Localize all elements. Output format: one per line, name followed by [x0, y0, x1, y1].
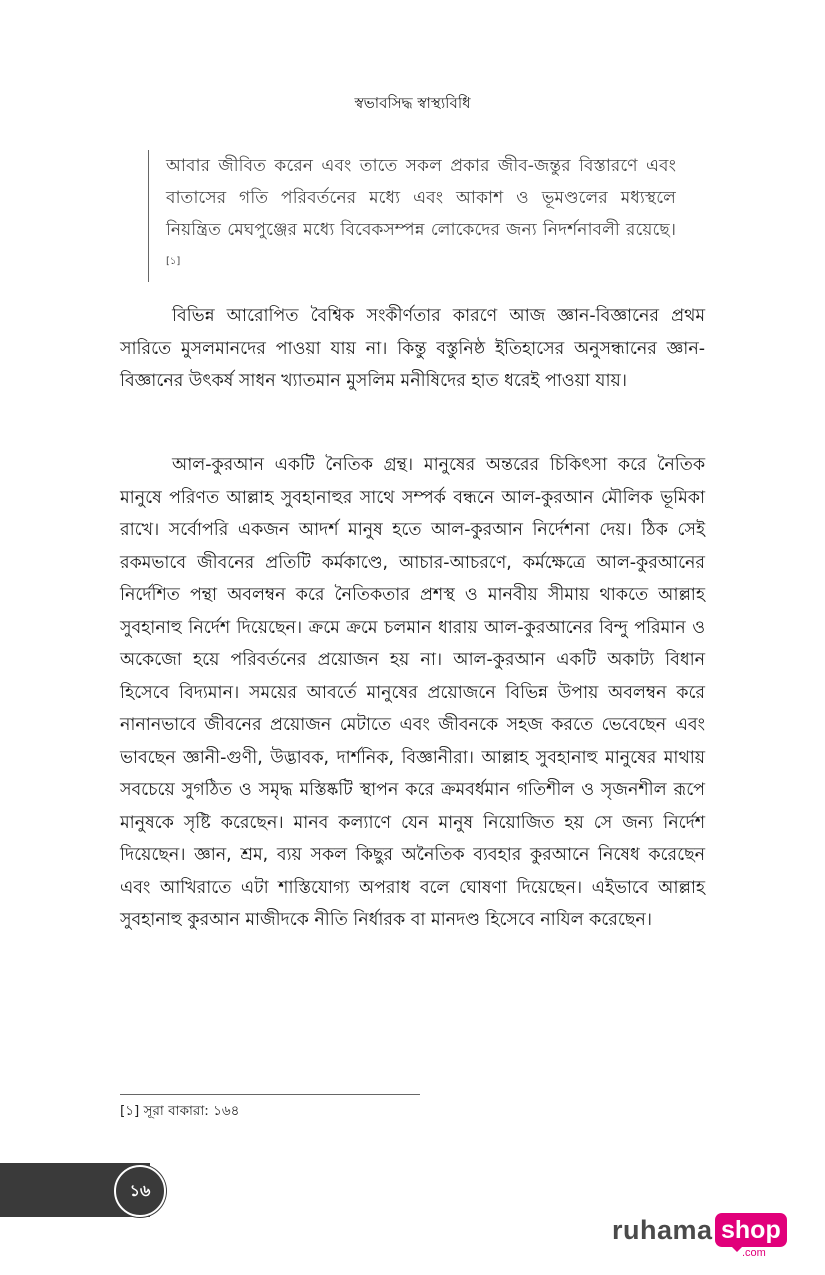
running-head: স্বভাবসিদ্ধ স্বাস্থ্যবিধি [354, 94, 471, 112]
footnote-ref[interactable]: [১] [166, 256, 181, 267]
footnote-divider [120, 1094, 420, 1095]
footnote: [১] সূরা বাকারা: ১৬৪ [120, 1103, 240, 1119]
publisher-logo [612, 1210, 782, 1262]
page-number: ১৬ [129, 1180, 151, 1200]
logo-domain-suffix: .com [742, 1247, 766, 1259]
body-paragraph: বিভিন্ন আরোপিত বৈশ্বিক সংকীর্ণতার কারণে আজ জ্ঞান-বিজ্ঞানের প্রথম সারিতে মুসলমানদের পাওয়া যায় না। কিন্তু বস্তুনিষ্ঠ ইতিহাসের অনুসন্ধানের জ্ঞান-বিজ্ঞানের উৎকর্ষ সাধন খ্যাতমান মুসলিম মনীষিদের হাত ধরেই পাওয়া যায়। [120, 306, 705, 391]
logo-shop-badge: shop [715, 1213, 787, 1247]
quote-text: আবার জীবিত করেন এবং তাতে সকল প্রকার জীব-জন্তুর বিস্তারণে এবং বাতাসের গতি পরিবর্তনের মধ্যে এবং আকাশ ও ভূমণ্ডলের মধ্যস্থলে নিয়ন্ত্রিত মেঘপুঞ্জের মধ্যে বিবেকসম্পন্ন লোকেদের জন্য নিদর্শনাবলী রয়েছে। [166, 156, 676, 240]
body-paragraph: আল-কুরআন একটি নৈতিক গ্রন্থ। মানুষের অন্তরের চিকিৎসা করে নৈতিক মানুষে পরিণত আল্লাহ সুবহানাহুর সাথে সম্পর্ক বন্ধনে আল-কুরআন মৌলিক ভূমিকা রাখে। সর্বোপরি একজন আদর্শ মানুষ হতে আল-কুরআন নির্দেশনা দেয়। ঠিক সেই রকমভাবে জীবনের প্রতিটি কর্মকাণ্ডে, আচার-আচরণে, কর্মক্ষেত্রে আল-কুরআনের নির্দেশিত পন্থা অবলম্বন করে নৈতিকতার প্রশস্থ ও মানবীয় সীমায় থাকতে আল্লাহ সুবহানাহু নির্দেশ দিয়েছেন। ক্রমে ক্রমে চলমান ধারায় আল-কুরআনের বিন্দু পরিমান ও অকেজো হয়ে পরিবর্তনের প্রয়োজন হয় না। আল-কুরআন একটি অকাট্য বিধান হিসেবে বিদ্যমান। সময়ের আবর্তে মানুষের প্রয়োজনে বিভিন্ন উপায় অবলম্বন করে নানানভাবে জীবনের প্রয়োজন মেটাতে এবং জীবনকে সহজ করতে ভেবেছেন এবং ভাবছেন জ্ঞানী-গুণী, উদ্ভাবক, দার্শনিক, বিজ্ঞানীরা। আল্লাহ সুবহানাহু মানুষের মাথায় সবচেয়ে সুগঠিত ও সমৃদ্ধ মস্তিষ্কটি স্থাপন করে ক্রমবর্ধমান গতিশীল ও সৃজনশীল রূপে মানুষকে সৃষ্টি করেছেন। মানব কল্যাণে যেন মানুষ নিয়োজিত হয় সে জন্য নির্দেশ দিয়েছেন। জ্ঞান, শ্রম, ব্যয় সকল কিছুর অনৈতিক ব্যবহার কুরআনে নিষেধ করেছেন এবং আখিরাতে এটা শাস্তিযোগ্য অপরাধ বলে ঘোষণা দিয়েছেন। এইভাবে আল্লাহ সুবহানাহু কুরআন মাজীদকে নীতি নির্ধারক বা মানদণ্ড হিসেবে নাযিল করেছেন। [120, 455, 705, 930]
logo-wordmark: ruhama [612, 1215, 713, 1245]
block-quote [148, 150, 676, 282]
page-number-badge [114, 1165, 166, 1217]
